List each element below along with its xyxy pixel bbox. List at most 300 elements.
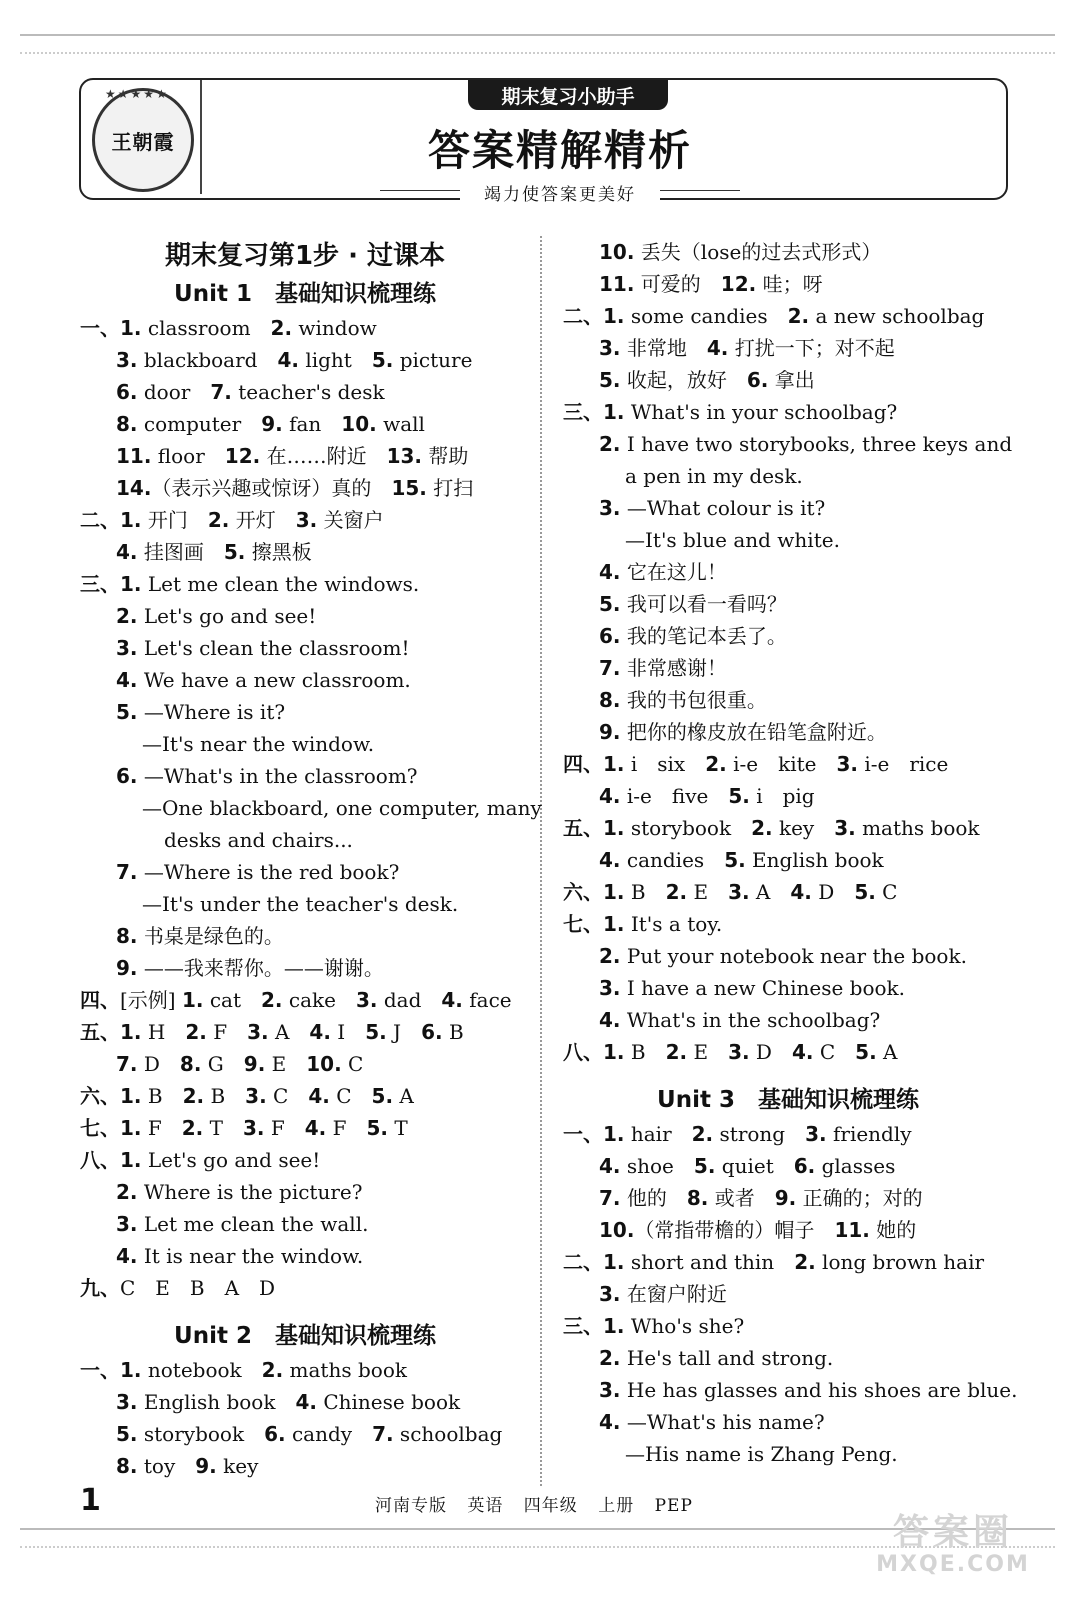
answer-text: 她的 bbox=[869, 1218, 917, 1242]
item-number: 2. bbox=[665, 880, 688, 904]
question-group-marker: 七、 bbox=[563, 912, 603, 936]
answer-text: door bbox=[137, 380, 211, 404]
answer-text: Let's go and see! bbox=[137, 604, 317, 628]
page-number: 1 bbox=[80, 1483, 101, 1518]
item-number: 3. bbox=[728, 880, 750, 904]
logo-stars-icon: ★★★★★ bbox=[105, 87, 169, 101]
question-group-marker: 四、 bbox=[80, 988, 120, 1012]
item-number: 6. bbox=[264, 1422, 286, 1446]
answer-line bbox=[563, 1150, 1013, 1182]
answer-line bbox=[80, 1240, 530, 1272]
item-number: 2. bbox=[207, 508, 230, 532]
section-title: 期末复习第1步 · 过课本 bbox=[164, 241, 446, 271]
logo-divider bbox=[200, 80, 202, 194]
item-number: 4. bbox=[295, 1390, 317, 1414]
answer-text: E bbox=[687, 880, 729, 904]
item-number: 4. bbox=[304, 1116, 327, 1140]
answer-text: J bbox=[386, 1020, 422, 1044]
item-number: 1. bbox=[603, 1040, 625, 1064]
question-group-marker: 二、 bbox=[80, 508, 120, 532]
item-number: 2. bbox=[116, 604, 138, 628]
item-number: 11. bbox=[116, 444, 152, 468]
answer-text: D bbox=[137, 1052, 180, 1076]
item-number: 2. bbox=[705, 752, 727, 776]
answer-text: toy bbox=[137, 1454, 196, 1478]
answer-line bbox=[80, 1016, 530, 1048]
answer-text: E bbox=[687, 1040, 729, 1064]
item-number: 8. bbox=[116, 924, 138, 948]
answer-text: dad bbox=[377, 988, 442, 1012]
answer-text: 挂图画 bbox=[137, 540, 224, 564]
item-number: 3. bbox=[247, 1020, 269, 1044]
item-number: 4. bbox=[706, 336, 729, 360]
answer-text: [示例] bbox=[120, 988, 182, 1012]
item-number: 1. bbox=[181, 988, 204, 1012]
answer-line bbox=[80, 632, 530, 664]
item-number: 4. bbox=[116, 540, 138, 564]
answer-line bbox=[563, 492, 1013, 524]
answer-line bbox=[563, 940, 1013, 972]
item-number: 1. bbox=[603, 400, 625, 424]
answer-text: He has glasses and his shoes are blue. bbox=[620, 1378, 1018, 1402]
answer-line bbox=[563, 268, 1013, 300]
answer-text: G bbox=[201, 1052, 244, 1076]
answer-text: i-e five bbox=[620, 784, 729, 808]
answer-text: C bbox=[341, 1052, 364, 1076]
item-number: 9. bbox=[116, 956, 138, 980]
answer-text: —What colour is it? bbox=[620, 496, 826, 520]
answer-text: face bbox=[462, 988, 512, 1012]
slogan-rule-right bbox=[656, 190, 740, 191]
answer-text: wall bbox=[376, 412, 425, 436]
answer-text: window bbox=[292, 316, 377, 340]
answer-line bbox=[80, 472, 530, 504]
answer-text: cat bbox=[203, 988, 262, 1012]
answer-text: F bbox=[141, 1116, 182, 1140]
answer-text: E bbox=[265, 1052, 307, 1076]
answer-text: —It's under the teacher's desk. bbox=[142, 892, 459, 916]
answer-text: A bbox=[268, 1020, 310, 1044]
answer-text: fan bbox=[282, 412, 342, 436]
item-number: 2. bbox=[116, 1180, 138, 1204]
answer-text: It's a toy. bbox=[624, 912, 723, 936]
answer-line bbox=[80, 1386, 530, 1418]
answer-text: desks and chairs... bbox=[164, 828, 353, 852]
item-number: 4. bbox=[441, 988, 463, 1012]
slogan: 竭力使答案更美好 bbox=[460, 180, 660, 205]
item-number: 4. bbox=[599, 784, 621, 808]
item-number: 3. bbox=[805, 1122, 827, 1146]
answer-line bbox=[563, 780, 1013, 812]
answer-line bbox=[80, 1176, 530, 1208]
answer-text: 它在这儿！ bbox=[620, 560, 727, 584]
item-number: 3. bbox=[116, 348, 138, 372]
answer-text: I have a new Chinese book. bbox=[620, 976, 906, 1000]
answer-line bbox=[80, 1450, 530, 1482]
publisher-logo bbox=[92, 88, 194, 192]
question-group-marker: 一、 bbox=[80, 1358, 120, 1382]
answer-text: —Where is it? bbox=[137, 700, 286, 724]
item-number: 13. bbox=[386, 444, 423, 468]
answer-text: a pen in my desk. bbox=[625, 464, 803, 488]
answer-text: Let's clean the classroom! bbox=[137, 636, 410, 660]
answer-line bbox=[563, 1118, 1013, 1150]
item-number: 12. bbox=[720, 272, 757, 296]
item-number: 2. bbox=[599, 944, 621, 968]
answer-line bbox=[80, 856, 530, 888]
spacer bbox=[80, 1304, 530, 1318]
question-group-marker: 五、 bbox=[563, 816, 603, 840]
page-title: 答案精解精析 bbox=[427, 126, 692, 175]
answer-line bbox=[80, 344, 530, 376]
item-number: 6. bbox=[746, 368, 769, 392]
item-number: 3. bbox=[599, 336, 621, 360]
item-number: 3. bbox=[245, 1084, 267, 1108]
answer-text: H bbox=[141, 1020, 186, 1044]
item-number: 14. bbox=[116, 476, 152, 500]
answer-text: —What's his name? bbox=[620, 1410, 825, 1434]
answer-line bbox=[563, 748, 1013, 780]
answer-text: Where is the picture? bbox=[137, 1180, 363, 1204]
answer-text: He's tall and strong. bbox=[620, 1346, 834, 1370]
answer-text: 打扰一下；对不起 bbox=[728, 336, 895, 360]
item-number: 4. bbox=[277, 348, 299, 372]
answer-text: candy bbox=[285, 1422, 373, 1446]
item-number: 7. bbox=[599, 656, 621, 680]
answer-line bbox=[563, 844, 1013, 876]
item-number: 8. bbox=[179, 1052, 202, 1076]
answer-text: ——我来帮你。——谢谢。 bbox=[137, 956, 384, 980]
question-group-marker: 一、 bbox=[563, 1122, 603, 1146]
answer-text: C E B A D bbox=[120, 1276, 276, 1300]
answer-text: blackboard bbox=[137, 348, 278, 372]
answer-line bbox=[563, 1278, 1013, 1310]
item-number: 5. bbox=[366, 1116, 388, 1140]
answer-line bbox=[80, 1354, 530, 1386]
answer-text: glasses bbox=[815, 1154, 896, 1178]
item-number: 6. bbox=[116, 380, 138, 404]
item-number: 2. bbox=[665, 1040, 688, 1064]
item-number: 7. bbox=[116, 860, 138, 884]
answer-line bbox=[563, 876, 1013, 908]
item-number: 9. bbox=[261, 412, 283, 436]
answer-line bbox=[80, 1208, 530, 1240]
item-number: 1. bbox=[120, 1084, 142, 1108]
answer-text: 书桌是绿色的。 bbox=[137, 924, 284, 948]
question-group-marker: 五、 bbox=[80, 1020, 120, 1044]
item-number: 4. bbox=[308, 1084, 330, 1108]
answer-text: maths book bbox=[283, 1358, 407, 1382]
item-number: 1. bbox=[603, 1314, 625, 1338]
item-number: 6. bbox=[421, 1020, 443, 1044]
answer-text: 正确的；对的 bbox=[796, 1186, 923, 1210]
item-number: 9. bbox=[195, 1454, 217, 1478]
item-number: 3. bbox=[834, 816, 856, 840]
answer-line bbox=[563, 1438, 1013, 1470]
item-number: 3. bbox=[599, 496, 621, 520]
unit1-answers bbox=[80, 312, 542, 1304]
answer-text: storybook bbox=[624, 816, 752, 840]
top-border bbox=[20, 34, 1055, 54]
item-number: 7. bbox=[372, 1422, 394, 1446]
answer-text: 非常感谢！ bbox=[620, 656, 727, 680]
answer-text: 拿出 bbox=[768, 368, 815, 392]
answer-text: short and thin bbox=[624, 1250, 795, 1274]
answer-text: B bbox=[204, 1084, 246, 1108]
watermark bbox=[853, 1514, 1053, 1578]
item-number: 1. bbox=[603, 912, 625, 936]
question-group-marker: 二、 bbox=[563, 1250, 603, 1274]
unit1-title: Unit 1 基础知识梳理练 bbox=[174, 281, 436, 307]
item-number: 1. bbox=[603, 1250, 625, 1274]
item-number: 6. bbox=[116, 764, 138, 788]
answer-text: I have two storybooks, three keys and bbox=[620, 432, 1013, 456]
answer-text: 在……附近 bbox=[260, 444, 387, 468]
item-number: 5. bbox=[371, 348, 394, 372]
question-group-marker: 二、 bbox=[563, 304, 603, 328]
item-number: 8. bbox=[116, 1454, 138, 1478]
answer-line bbox=[80, 312, 530, 344]
header-badge: 期末复习小助手 bbox=[468, 80, 668, 110]
answer-line bbox=[563, 1374, 1018, 1406]
answer-line bbox=[80, 1418, 530, 1450]
item-number: 1. bbox=[120, 1358, 142, 1382]
answer-line bbox=[80, 440, 530, 472]
item-number: 2. bbox=[261, 988, 283, 1012]
unit2-title: Unit 2 基础知识梳理练 bbox=[174, 1323, 436, 1349]
unit3-answers bbox=[563, 1118, 1018, 1470]
answer-text: T bbox=[203, 1116, 243, 1140]
answer-line bbox=[80, 1048, 530, 1080]
answer-line bbox=[80, 696, 530, 728]
answer-text: key bbox=[216, 1454, 259, 1478]
question-group-marker: 八、 bbox=[563, 1040, 603, 1064]
answer-text: floor bbox=[151, 444, 225, 468]
answer-text: D bbox=[749, 1040, 792, 1064]
item-number: 4. bbox=[599, 1410, 621, 1434]
item-number: 3. bbox=[599, 1378, 621, 1402]
answer-line bbox=[563, 1310, 1013, 1342]
answer-text: computer bbox=[137, 412, 262, 436]
answer-text: 丢失（lose的过去式形式） bbox=[634, 240, 882, 264]
answer-text: light bbox=[298, 348, 372, 372]
item-number: 4. bbox=[599, 848, 621, 872]
answer-text: 开灯 bbox=[229, 508, 296, 532]
item-number: 10. bbox=[599, 240, 635, 264]
item-number: 8. bbox=[116, 412, 138, 436]
answer-text: 我的笔记本丢了。 bbox=[620, 624, 787, 648]
item-number: 5. bbox=[854, 880, 876, 904]
answer-line bbox=[563, 1246, 1013, 1278]
answer-line bbox=[563, 428, 1013, 460]
answer-text: English book bbox=[745, 848, 884, 872]
question-group-marker: 六、 bbox=[563, 880, 603, 904]
item-number: 5. bbox=[365, 1020, 387, 1044]
question-group-marker: 三、 bbox=[563, 400, 603, 424]
slogan-rule-left bbox=[380, 190, 464, 191]
item-number: 15. bbox=[391, 476, 427, 500]
answer-text: B bbox=[624, 880, 666, 904]
answer-text: 可爱的 bbox=[634, 272, 721, 296]
item-number: 1. bbox=[120, 1020, 142, 1044]
answer-text: strong bbox=[713, 1122, 806, 1146]
answer-line bbox=[563, 588, 1013, 620]
answer-text: 关窗户 bbox=[317, 508, 384, 532]
answer-text: 开门 bbox=[141, 508, 208, 532]
item-number: 2. bbox=[787, 304, 810, 328]
item-number: 3. bbox=[242, 1116, 265, 1140]
item-number: 3. bbox=[295, 508, 318, 532]
answer-line bbox=[80, 1112, 530, 1144]
answer-text: a new schoolbag bbox=[809, 304, 985, 328]
item-number: 5. bbox=[693, 1154, 716, 1178]
logo-text: 王朝霞 bbox=[111, 129, 175, 154]
answer-line bbox=[563, 1214, 1013, 1246]
item-number: 2. bbox=[794, 1250, 816, 1274]
answer-line bbox=[563, 364, 1013, 396]
answer-text: 我的书包很重。 bbox=[620, 688, 767, 712]
answer-text: 把你的橡皮放在铅笔盒附近。 bbox=[620, 720, 887, 744]
question-group-marker: 三、 bbox=[80, 572, 120, 596]
item-number: 1. bbox=[120, 316, 142, 340]
answer-line bbox=[563, 972, 1013, 1004]
answer-text: —It's blue and white. bbox=[625, 528, 840, 552]
answer-text: maths book bbox=[855, 816, 980, 840]
item-number: 8. bbox=[599, 688, 621, 712]
question-group-marker: 四、 bbox=[563, 752, 603, 776]
item-number: 3. bbox=[599, 1282, 621, 1306]
answer-text: notebook bbox=[141, 1358, 262, 1382]
answer-text: 打扫 bbox=[426, 476, 474, 500]
answer-text: 或者 bbox=[708, 1186, 775, 1210]
answer-text: —One blackboard, one computer, many bbox=[142, 796, 542, 820]
item-number: 10. bbox=[599, 1218, 635, 1242]
answer-text: hair bbox=[624, 1122, 692, 1146]
answer-text: F bbox=[264, 1116, 305, 1140]
item-number: 10. bbox=[341, 412, 377, 436]
answer-line bbox=[563, 300, 1013, 332]
item-number: 3. bbox=[599, 976, 621, 1000]
item-number: 5. bbox=[371, 1084, 394, 1108]
item-number: 4. bbox=[116, 668, 138, 692]
answer-line bbox=[80, 792, 542, 824]
left-column bbox=[80, 236, 542, 1482]
answer-text: What's in the schoolbag? bbox=[620, 1008, 881, 1032]
answer-text: i six bbox=[624, 752, 706, 776]
question-group-marker: 三、 bbox=[563, 1314, 603, 1338]
answer-text: B bbox=[141, 1084, 183, 1108]
item-number: 2. bbox=[261, 1358, 284, 1382]
item-number: 12. bbox=[224, 444, 261, 468]
item-number: 5. bbox=[728, 784, 750, 808]
item-number: 2. bbox=[181, 1116, 204, 1140]
answer-text: cake bbox=[282, 988, 356, 1012]
answer-line bbox=[80, 920, 530, 952]
item-number: 2. bbox=[599, 432, 621, 456]
item-number: 3. bbox=[116, 1212, 138, 1236]
answer-text: candies bbox=[620, 848, 725, 872]
answer-text: 非常地 bbox=[620, 336, 707, 360]
item-number: 1. bbox=[603, 816, 625, 840]
item-number: 3. bbox=[116, 1390, 138, 1414]
unit3-title: Unit 3 基础知识梳理练 bbox=[657, 1087, 919, 1113]
answer-line bbox=[563, 620, 1013, 652]
answer-line bbox=[563, 524, 1013, 556]
item-number: 4. bbox=[116, 1244, 138, 1268]
column-divider bbox=[540, 236, 542, 1486]
answer-line bbox=[563, 1342, 1013, 1374]
answer-text: Let me clean the windows. bbox=[141, 572, 420, 596]
answer-line bbox=[80, 408, 530, 440]
question-group-marker: 七、 bbox=[80, 1116, 120, 1140]
answer-text: T bbox=[387, 1116, 408, 1140]
item-number: 4. bbox=[790, 880, 812, 904]
item-number: 10. bbox=[306, 1052, 342, 1076]
item-number: 2. bbox=[691, 1122, 714, 1146]
answer-text: i-e rice bbox=[858, 752, 949, 776]
item-number: 9. bbox=[243, 1052, 266, 1076]
answer-text: i-e kite bbox=[726, 752, 837, 776]
answer-text: B bbox=[624, 1040, 666, 1064]
answer-text: F bbox=[206, 1020, 248, 1044]
answer-text: We have a new classroom. bbox=[137, 668, 411, 692]
answer-text: I bbox=[330, 1020, 366, 1044]
answer-text: What's in your schoolbag? bbox=[624, 400, 898, 424]
answer-line bbox=[80, 600, 530, 632]
answer-text: Chinese book bbox=[316, 1390, 461, 1414]
item-number: 1. bbox=[120, 1148, 142, 1172]
answer-line bbox=[563, 1182, 1013, 1214]
answer-line bbox=[80, 504, 530, 536]
item-number: 6. bbox=[793, 1154, 816, 1178]
answer-line bbox=[563, 812, 1013, 844]
answer-text: key bbox=[772, 816, 835, 840]
answer-line bbox=[80, 1080, 530, 1112]
answer-text: English book bbox=[137, 1390, 296, 1414]
item-number: 2. bbox=[751, 816, 773, 840]
answer-text: Let me clean the wall. bbox=[137, 1212, 369, 1236]
answer-text: some candies bbox=[624, 304, 788, 328]
item-number: 6. bbox=[599, 624, 621, 648]
answer-line bbox=[80, 824, 530, 856]
item-number: 4. bbox=[599, 560, 621, 584]
answer-line bbox=[563, 556, 1013, 588]
answer-line bbox=[563, 716, 1013, 748]
item-number: 4. bbox=[309, 1020, 331, 1044]
answer-line bbox=[563, 1004, 1013, 1036]
answer-text: 我可以看一看吗？ bbox=[620, 592, 787, 616]
answer-line bbox=[563, 684, 1013, 716]
edition-info: 河南专版 英语 四年级 上册 PEP bbox=[375, 1496, 693, 1516]
spacer bbox=[563, 1068, 1013, 1082]
answer-text: C bbox=[875, 880, 898, 904]
answer-text: —It's near the window. bbox=[142, 732, 375, 756]
answer-text: 他的 bbox=[620, 1186, 687, 1210]
answer-text: F bbox=[326, 1116, 367, 1140]
answer-text: Put your notebook near the book. bbox=[620, 944, 967, 968]
answer-line bbox=[563, 1406, 1013, 1438]
answer-text: （表示兴趣或惊讶）真的 bbox=[151, 476, 392, 500]
answer-text: i pig bbox=[749, 784, 815, 808]
answer-text: —His name is Zhang Peng. bbox=[625, 1442, 898, 1466]
item-number: 11. bbox=[834, 1218, 870, 1242]
answer-text: （常指带檐的）帽子 bbox=[634, 1218, 835, 1242]
item-number: 2. bbox=[599, 1346, 621, 1370]
item-number: 2. bbox=[185, 1020, 207, 1044]
item-number: 3. bbox=[355, 988, 378, 1012]
item-number: 11. bbox=[599, 272, 635, 296]
answer-text: 帮助 bbox=[422, 444, 469, 468]
